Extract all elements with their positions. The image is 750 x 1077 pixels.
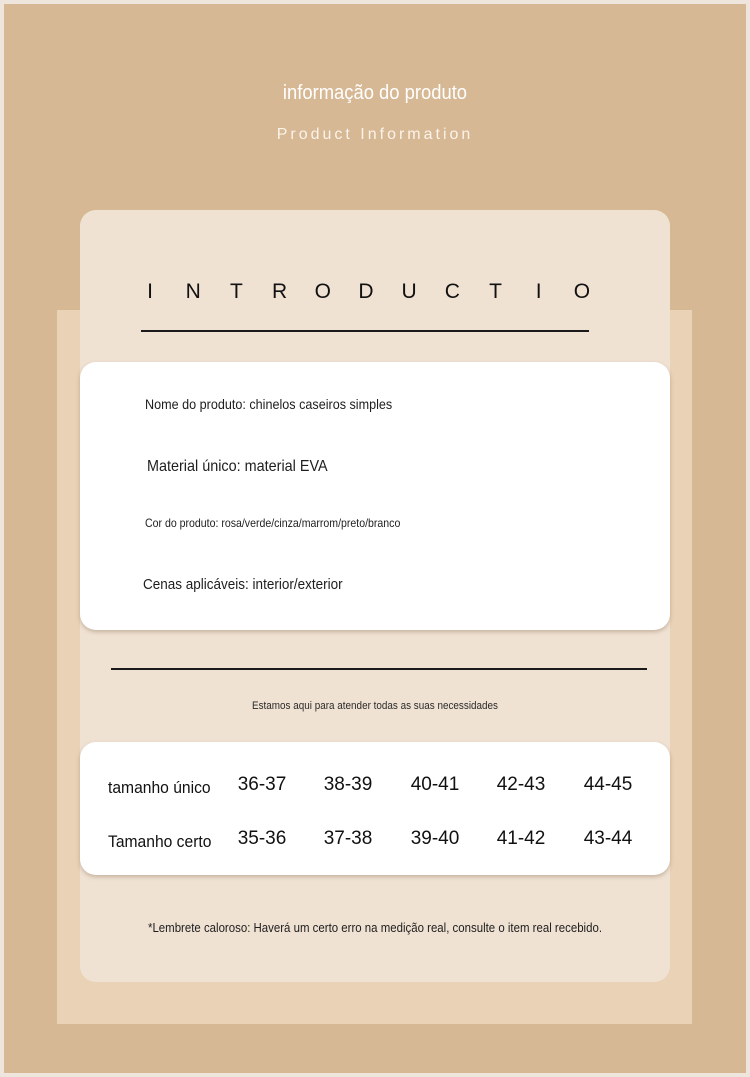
tagline: Estamos aqui para atender todas as suas necessidades <box>251 700 499 712</box>
intro-letter: R <box>271 280 288 303</box>
intro-letter: T <box>489 280 502 303</box>
size-cell: 44-45 <box>583 774 633 795</box>
size-cell: 43-44 <box>583 828 633 849</box>
intro-letter: I <box>147 280 153 303</box>
measurement-note: *Lembrete caloroso: Haverá um certo erro na medição real, consulte o item real recebido. <box>147 920 602 935</box>
size-cell: 35-36 <box>237 828 287 849</box>
intro-letter: C <box>444 280 460 303</box>
size-row-label: Tamanho certo <box>108 832 212 851</box>
intro-letter: N <box>185 280 201 303</box>
size-cell: 42-43 <box>496 774 546 795</box>
intro-letter: D <box>358 280 374 303</box>
divider-middle <box>111 668 647 670</box>
size-row-label: tamanho único <box>108 778 211 797</box>
intro-letter: I <box>535 280 542 303</box>
product-material: Material único: material EVA <box>147 458 328 475</box>
size-cell: 40-41 <box>410 774 460 795</box>
product-color: Cor do produto: rosa/verde/cinza/marrom/preto/branco <box>145 516 401 530</box>
intro-letter: U <box>401 280 417 303</box>
size-cell: 37-38 <box>323 828 373 849</box>
intro-letter: T <box>229 280 243 303</box>
intro-heading <box>141 280 591 304</box>
size-table-card <box>80 742 670 875</box>
size-cell: 36-37 <box>237 774 287 795</box>
product-scenes: Cenas aplicáveis: interior/exterior <box>143 576 343 593</box>
intro-letter: O <box>573 280 591 303</box>
size-cell: 38-39 <box>323 774 373 795</box>
intro-letter: O <box>314 280 331 303</box>
header-title: informação do produto <box>282 82 468 104</box>
size-cell: 39-40 <box>410 828 460 849</box>
divider-top <box>141 330 589 332</box>
product-name: Nome do produto: chinelos caseiros simples <box>145 396 393 412</box>
size-cell: 41-42 <box>496 828 546 849</box>
header-subtitle: Product Information <box>276 126 474 143</box>
